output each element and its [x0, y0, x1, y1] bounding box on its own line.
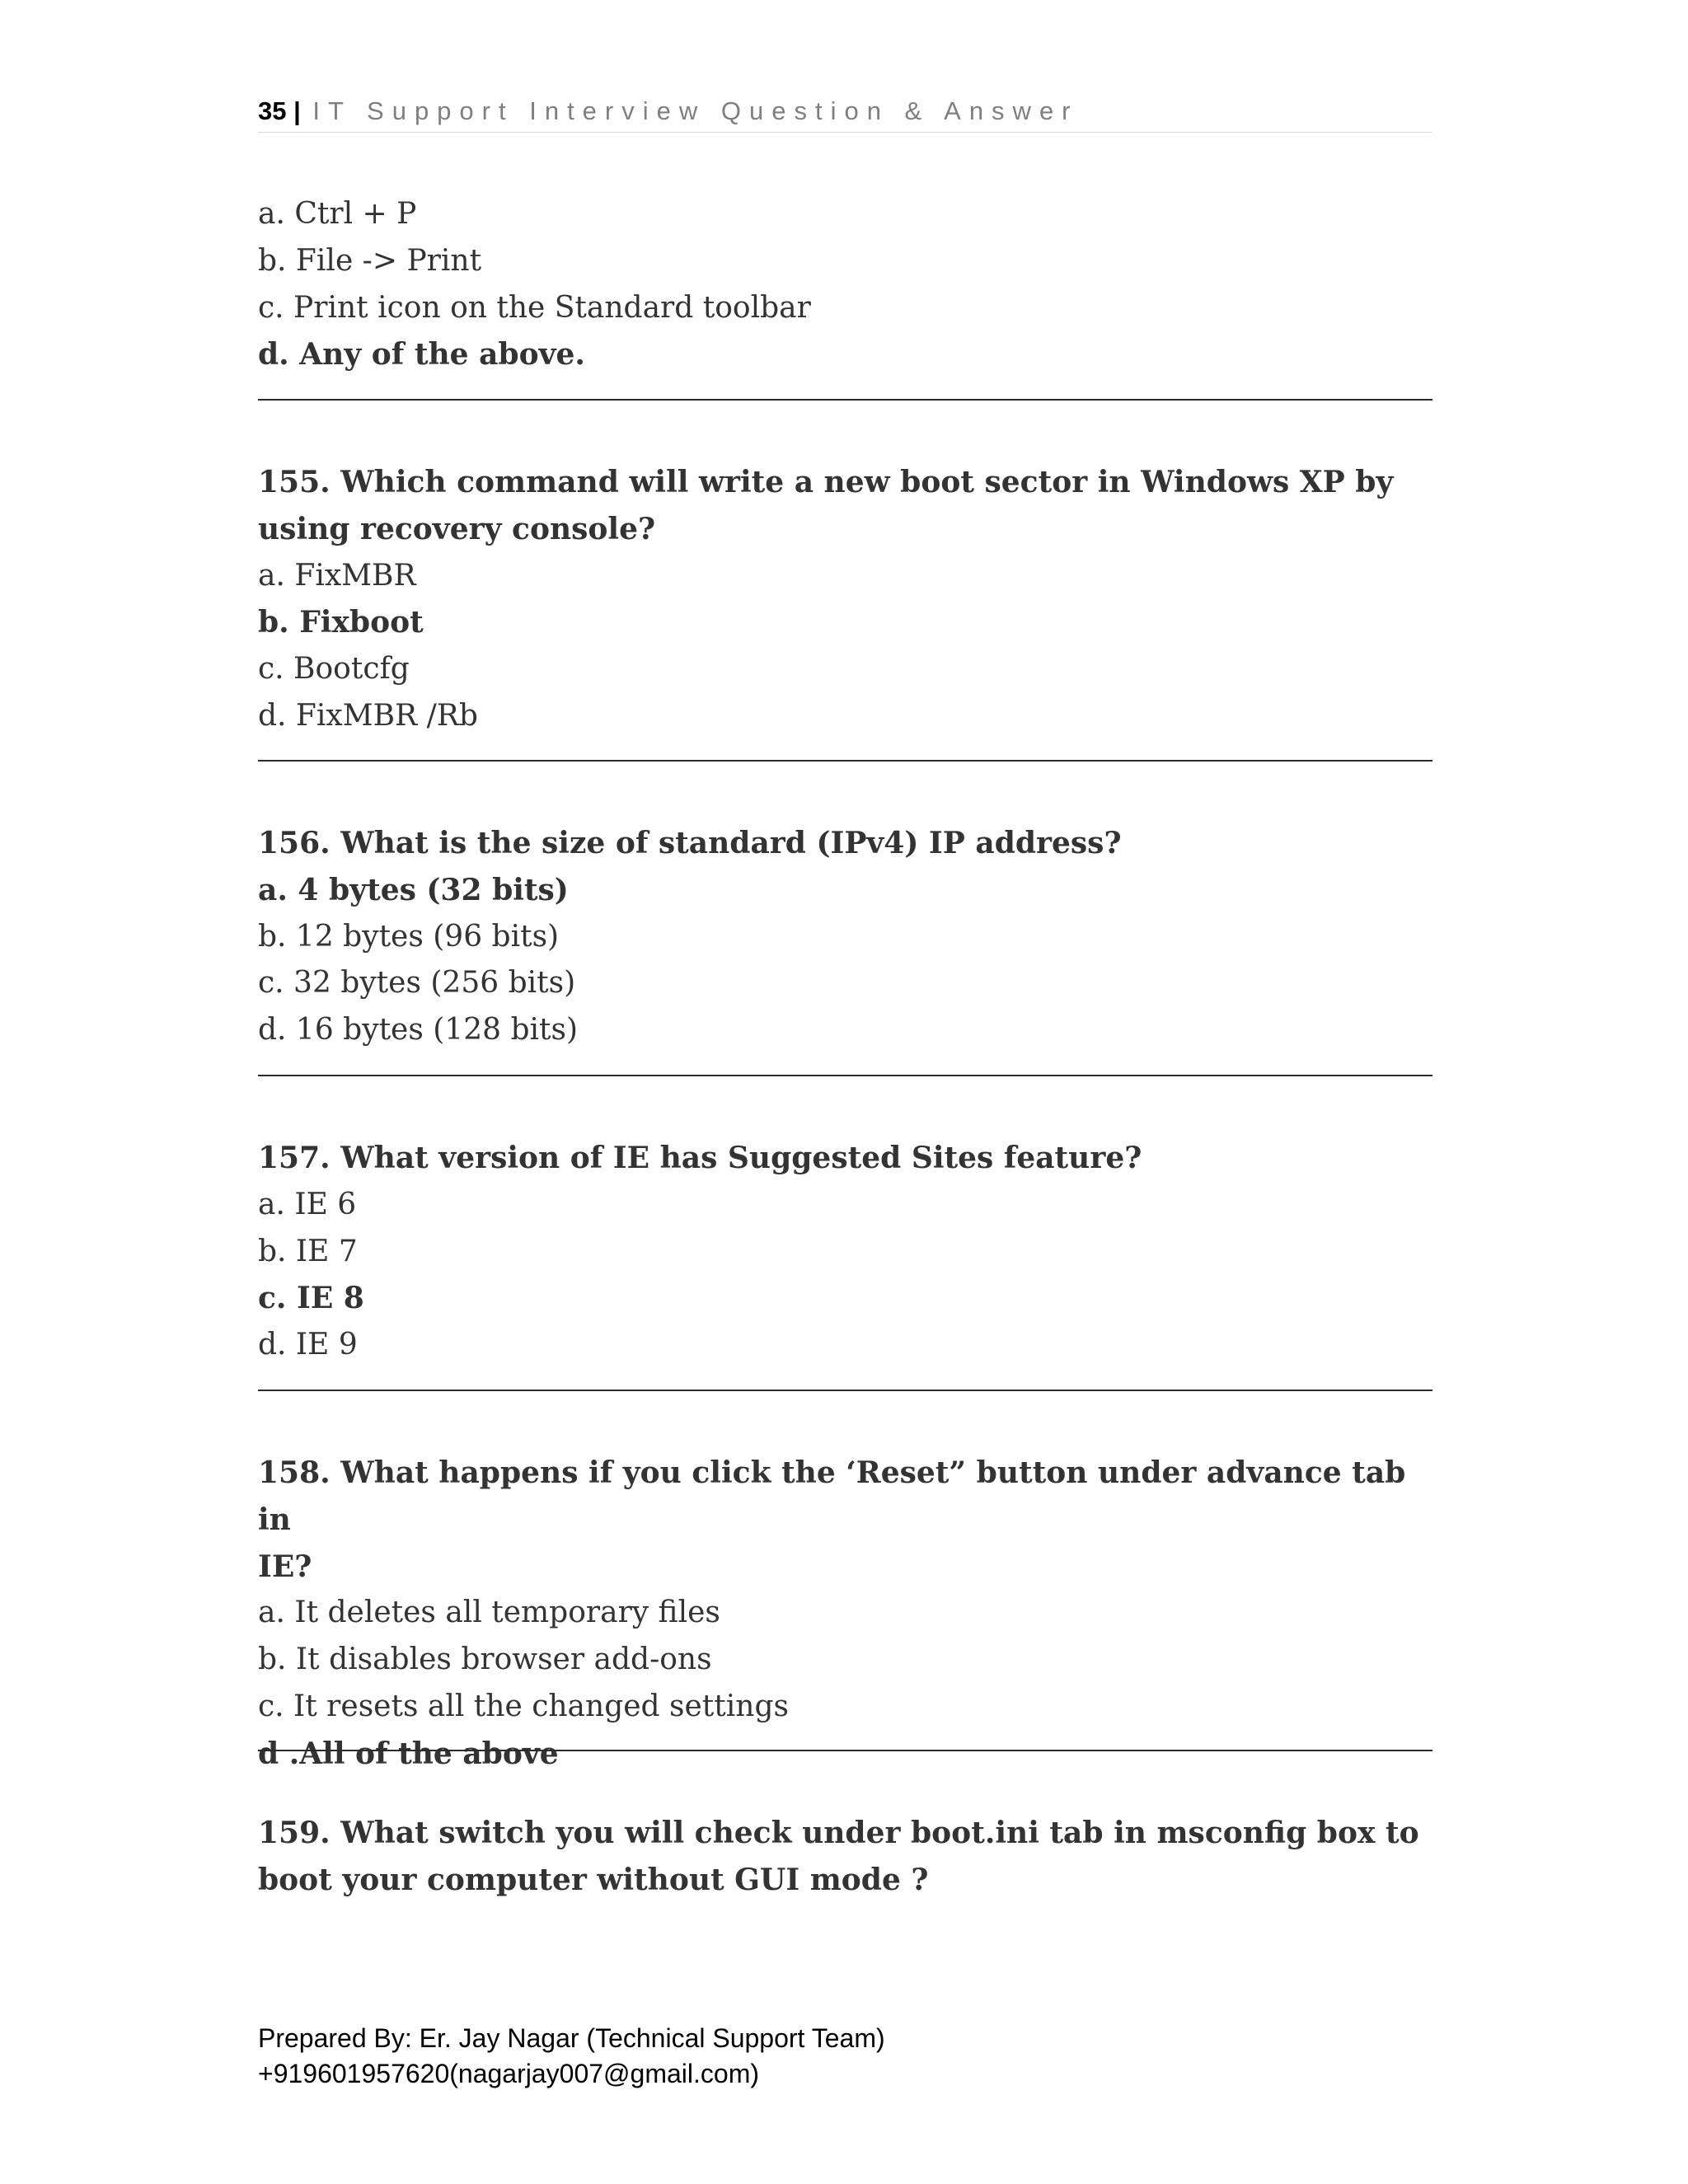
footer-contact: +919601957620(nagarjay007@gmail.com) [258, 2059, 759, 2088]
question-155 [258, 459, 1432, 740]
question-159 [258, 1810, 1432, 1904]
question-title-line2: IE? [258, 1549, 312, 1584]
option-a: a. FixMBR [258, 558, 416, 593]
question-title-line1: 155. Which command will write a new boot sector in Windows XP by [258, 465, 1394, 499]
option-b: b. File -> Print [258, 243, 482, 278]
question-title-line2: using recovery console? [258, 511, 656, 546]
option-b-correct: b. Fixboot [258, 605, 424, 640]
question-title-line1: 157. What version of IE has Suggested Sites feature? [258, 1141, 1142, 1175]
question-157 [258, 1135, 1432, 1369]
option-a: a. Ctrl + P [258, 197, 417, 231]
divider-rule [258, 1075, 1432, 1076]
question-title-line1: 158. What happens if you click the ‘Reset” button under advance tab in [258, 1455, 1406, 1537]
page-number: 35 [258, 96, 287, 125]
option-a: a. IE 6 [258, 1187, 357, 1221]
option-c: c. Bootcfg [258, 652, 410, 687]
option-d-correct: d .All of the above [258, 1736, 559, 1771]
option-c: c. It resets all the changed settings [258, 1689, 789, 1723]
header-title: IT Support Interview Question & Answer [312, 96, 1079, 125]
footer-author: Prepared By: Er. Jay Nagar (Technical Support Team) [258, 2023, 885, 2053]
option-d: d. IE 9 [258, 1328, 358, 1362]
option-b: b. IE 7 [258, 1234, 358, 1268]
divider-rule [258, 1750, 1432, 1751]
option-d: d. FixMBR /Rb [258, 698, 478, 733]
option-d: d. 16 bytes (128 bits) [258, 1013, 579, 1047]
option-b: b. 12 bytes (96 bits) [258, 919, 560, 954]
option-a-correct: a. 4 bytes (32 bits) [258, 872, 569, 907]
prev-question-block [258, 191, 1432, 378]
page-header [258, 92, 1432, 133]
option-b: b. It disables browser add-ons [258, 1643, 712, 1677]
divider-rule [258, 760, 1432, 762]
question-title-line1: 156. What is the size of standard (IPv4) IP address? [258, 826, 1122, 860]
option-c: c. Print icon on the Standard toolbar [258, 290, 811, 325]
question-title-line1: 159. What switch you will check under boot.ini tab in msconfig box to [258, 1816, 1419, 1850]
divider-rule [258, 399, 1432, 401]
option-c: c. 32 bytes (256 bits) [258, 966, 576, 1001]
divider-rule [258, 1390, 1432, 1391]
option-c-correct: c. IE 8 [258, 1281, 364, 1316]
question-156 [258, 820, 1432, 1054]
page-footer [258, 2021, 885, 2092]
question-158 [258, 1450, 1432, 1778]
option-d-correct: d. Any of the above. [258, 337, 585, 373]
question-title-line2: boot your computer without GUI mode ? [258, 1862, 929, 1897]
option-a: a. It deletes all temporary files [258, 1596, 720, 1630]
header-separator: | [293, 96, 301, 125]
